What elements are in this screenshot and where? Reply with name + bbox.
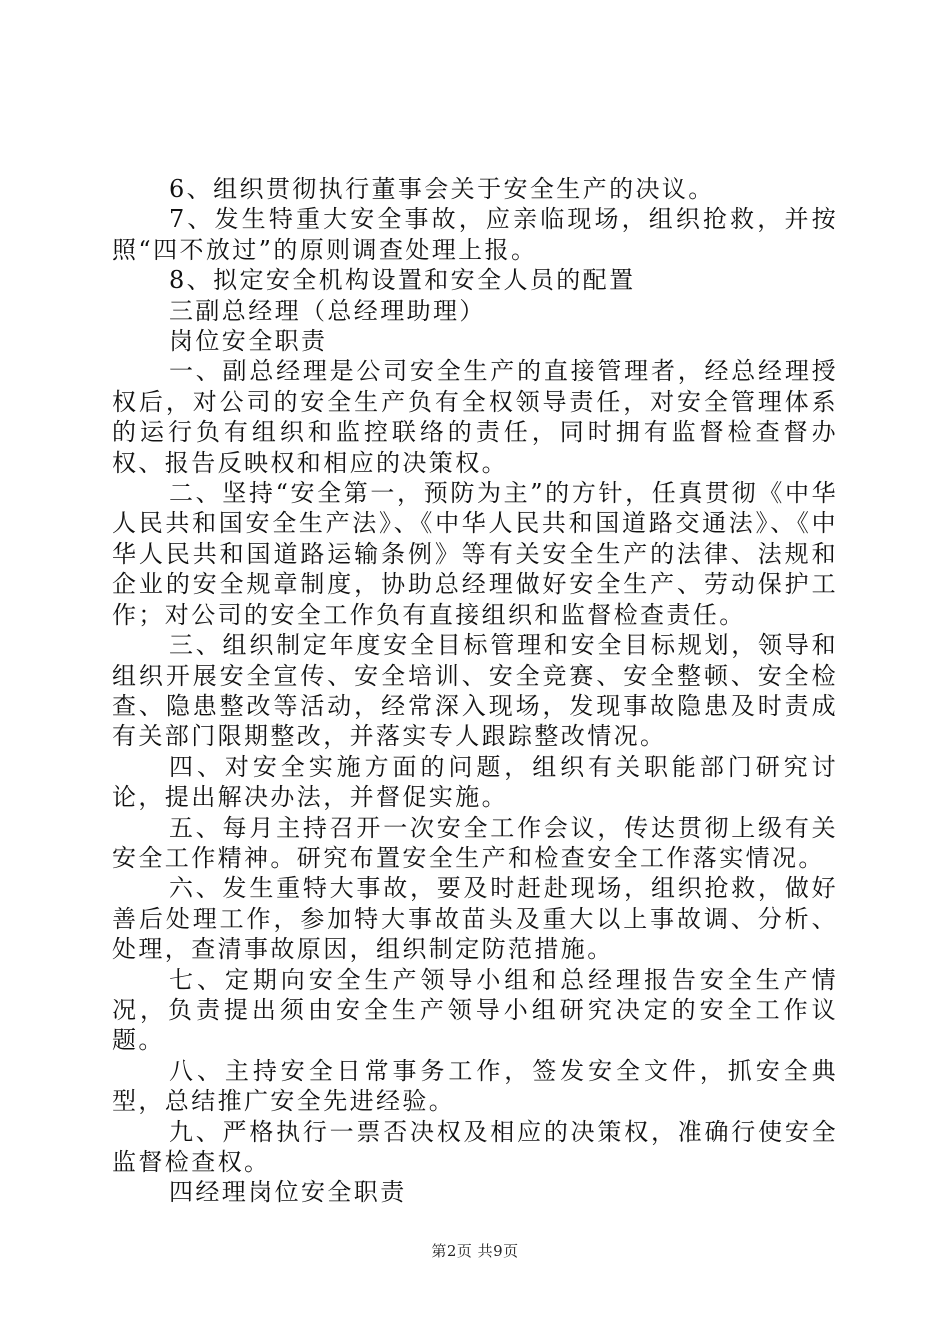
document-body [112, 174, 838, 1208]
paragraph-item-8: 8、拟定安全机构设置和安全人员的配置 [169, 266, 636, 295]
duty-item-1: 一、副总经理是公司安全生产的直接管理者，经总经理授权后，对公司的安全生产负有全权领导责任，对安全管理体系的运行负有组织和监控联络的责任，同时拥有监督检查督办权、报告反映权和相应的决策权。 [112, 357, 838, 477]
section-subheading-safety-duties: 岗位安全职责 [169, 327, 328, 356]
section-heading-manager: 四经理岗位安全职责 [169, 1178, 407, 1207]
duty-item-2: 二、坚持“安全第一，预防为主”的方针，任真贯彻《中华人民共和国安全生产法》、《中华人民共和国道路交通法》、《中华人民共和国道路运输条例》等有关安全生产的法律、法规和企业的安全规章制度，协助总经理做好安全生产、劳动保护工作；对公司的安全工作负有直接组织和监督检查责任。 [112, 479, 838, 629]
page-footer: 第2页 共9页 [431, 1242, 519, 1260]
duty-item-7: 七、定期向安全生产领导小组和总经理报告安全生产情况，负责提出须由安全生产领导小组研究决定的安全工作议题。 [112, 965, 838, 1055]
duty-item-4: 四、对安全实施方面的问题，组织有关职能部门研究讨论，提出解决办法，并督促实施。 [112, 752, 838, 812]
duty-item-9: 九、严格执行一票否决权及相应的决策权，准确行使安全监督检查权。 [112, 1117, 838, 1176]
duty-item-3: 三、组织制定年度安全目标管理和安全目标规划，领导和组织开展安全宣传、安全培训、安全竞赛、安全整顿、安全检查、隐患整改等活动，经常深入现场，发现事故隐患及时责成有关部门限期整改，并落实专人跟踪整改情况。 [112, 631, 838, 751]
paragraph-item-6: 6、组织贯彻执行董事会关于安全生产的决议。 [169, 175, 715, 203]
duty-item-8: 八、主持安全日常事务工作，签发安全文件，抓安全典型，总结推广安全先进经验。 [112, 1056, 838, 1116]
section-heading-deputy-manager: 三副总经理（总经理助理） [169, 296, 486, 325]
duty-item-6: 六、发生重特大事故，要及时赶赴现场，组织抢救，做好善后处理工作，参加特大事故苗头及重大以上事故调、分析、处理，查清事故原因，组织制定防范措施。 [112, 874, 838, 964]
duty-item-5: 五、每月主持召开一次安全工作会议，传达贯彻上级有关安全工作精神。研究布置安全生产和检查安全工作落实情况。 [112, 813, 838, 872]
paragraph-item-7: 7、发生特重大安全事故，应亲临现场，组织抢救，并按照“四不放过”的原则调查处理上报。 [112, 205, 838, 264]
